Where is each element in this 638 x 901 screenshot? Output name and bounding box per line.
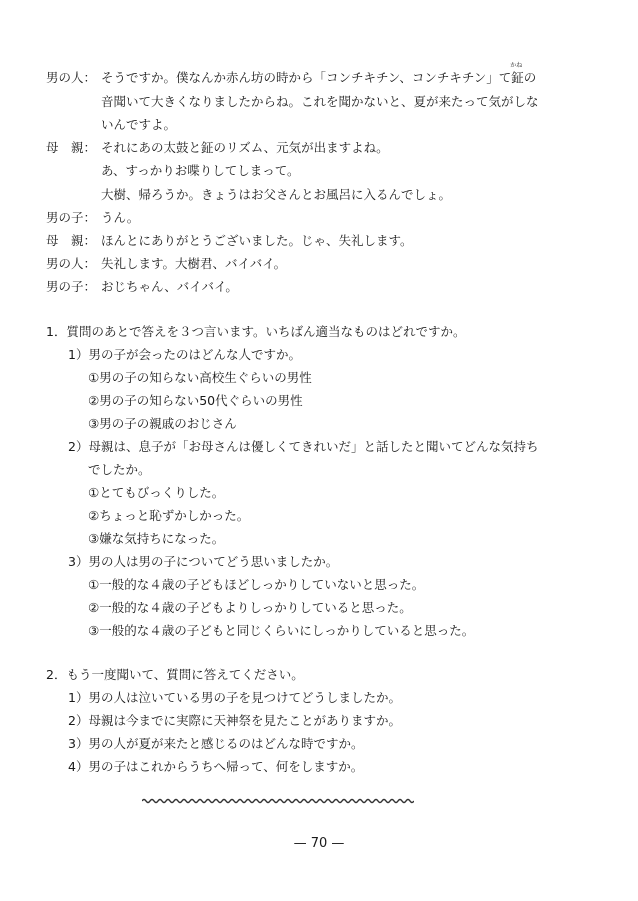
speaker-boy: 男の子： [46, 210, 97, 225]
dialogue-line: うん。 [101, 210, 140, 225]
speaker-man: 男の人： [46, 70, 97, 85]
speaker-man: 男の人： [46, 256, 97, 271]
dialogue-line [101, 62, 537, 86]
dialogue-text: そうですか。僕なんか赤ん坊の時から「コンチキチン、コンチキチン」て [101, 70, 512, 85]
dialogue-line: それにあの太鼓と鉦のリズム、元気が出ますよね。 [101, 140, 389, 155]
section2-question: 3）男の人が夏が来たと感じるのはどんな時ですか。 [68, 736, 364, 751]
speaker-mother: 母 親： [46, 140, 97, 155]
question-2: 2）母親は、息子が「お母さんは優しくてきれいだ」と話したと聞いてどんな気持ち [68, 439, 539, 454]
dialogue-line: 大樹、帰ろうか。きょうはお父さんとお風呂に入るんでしょ。 [101, 187, 452, 202]
option: ②一般的な４歳の子どもよりしっかりしていると思った。 [88, 600, 412, 615]
section2-question: 2）母親は今までに実際に天神祭を見たことがありますか。 [68, 713, 401, 728]
option: ③嫌な気持ちになった。 [88, 531, 225, 546]
option: ②男の子の知らない50代ぐらいの男性 [88, 393, 303, 408]
page-number: — 70 — [293, 836, 345, 851]
option: ①男の子の知らない高校生ぐらいの男性 [88, 370, 312, 385]
section2-question: 1）男の人は泣いている男の子を見つけてどうしましたか。 [68, 690, 401, 705]
dialogue-line: おじちゃん、バイバイ。 [101, 279, 238, 294]
question-1: 1）男の子が会ったのはどんな人ですか。 [68, 347, 301, 362]
speaker-mother: 母 親： [46, 233, 97, 248]
option: ①一般的な４歳の子どもほどしっかりしていないと思った。 [88, 577, 425, 592]
dialogue-line: 音聞いて大きくなりましたからね。これを聞かないと、夏が来たって気がしな [101, 94, 539, 109]
kane-kanji: 鉦 [511, 70, 524, 85]
ruby-reading: かね [510, 62, 523, 69]
section2-heading: 2．もう一度聞いて、質問に答えてください。 [46, 667, 304, 682]
dialogue-line: いんですよ。 [101, 117, 177, 132]
dialogue-line: あ、すっかりお喋りしてしまって。 [101, 163, 300, 178]
question-3: 3）男の人は男の子についてどう思いましたか。 [68, 554, 339, 569]
option: ③男の子の親戚のおじさん [88, 416, 237, 431]
option: ③一般的な４歳の子どもと同じくらいにしっかりしていると思った。 [88, 623, 475, 638]
dialogue-text: の [523, 70, 537, 85]
option: ①とてもびっくりした。 [88, 485, 225, 500]
decorative-divider [142, 798, 414, 804]
speaker-boy: 男の子： [46, 279, 97, 294]
dialogue-line: 失礼します。大樹君、バイバイ。 [101, 256, 287, 271]
section2-question: 4）男の子はこれからうちへ帰って、何をしますか。 [68, 759, 364, 774]
question-2-cont: でしたか。 [88, 462, 151, 477]
option: ②ちょっと恥ずかしかった。 [88, 508, 250, 523]
dialogue-line: ほんとにありがとうございました。じゃ、失礼します。 [101, 233, 413, 248]
kane-with-ruby [510, 62, 524, 86]
section1-heading: 1．質問のあとで答えを３つ言います。いちばん適当なものはどれですか。 [46, 324, 466, 339]
